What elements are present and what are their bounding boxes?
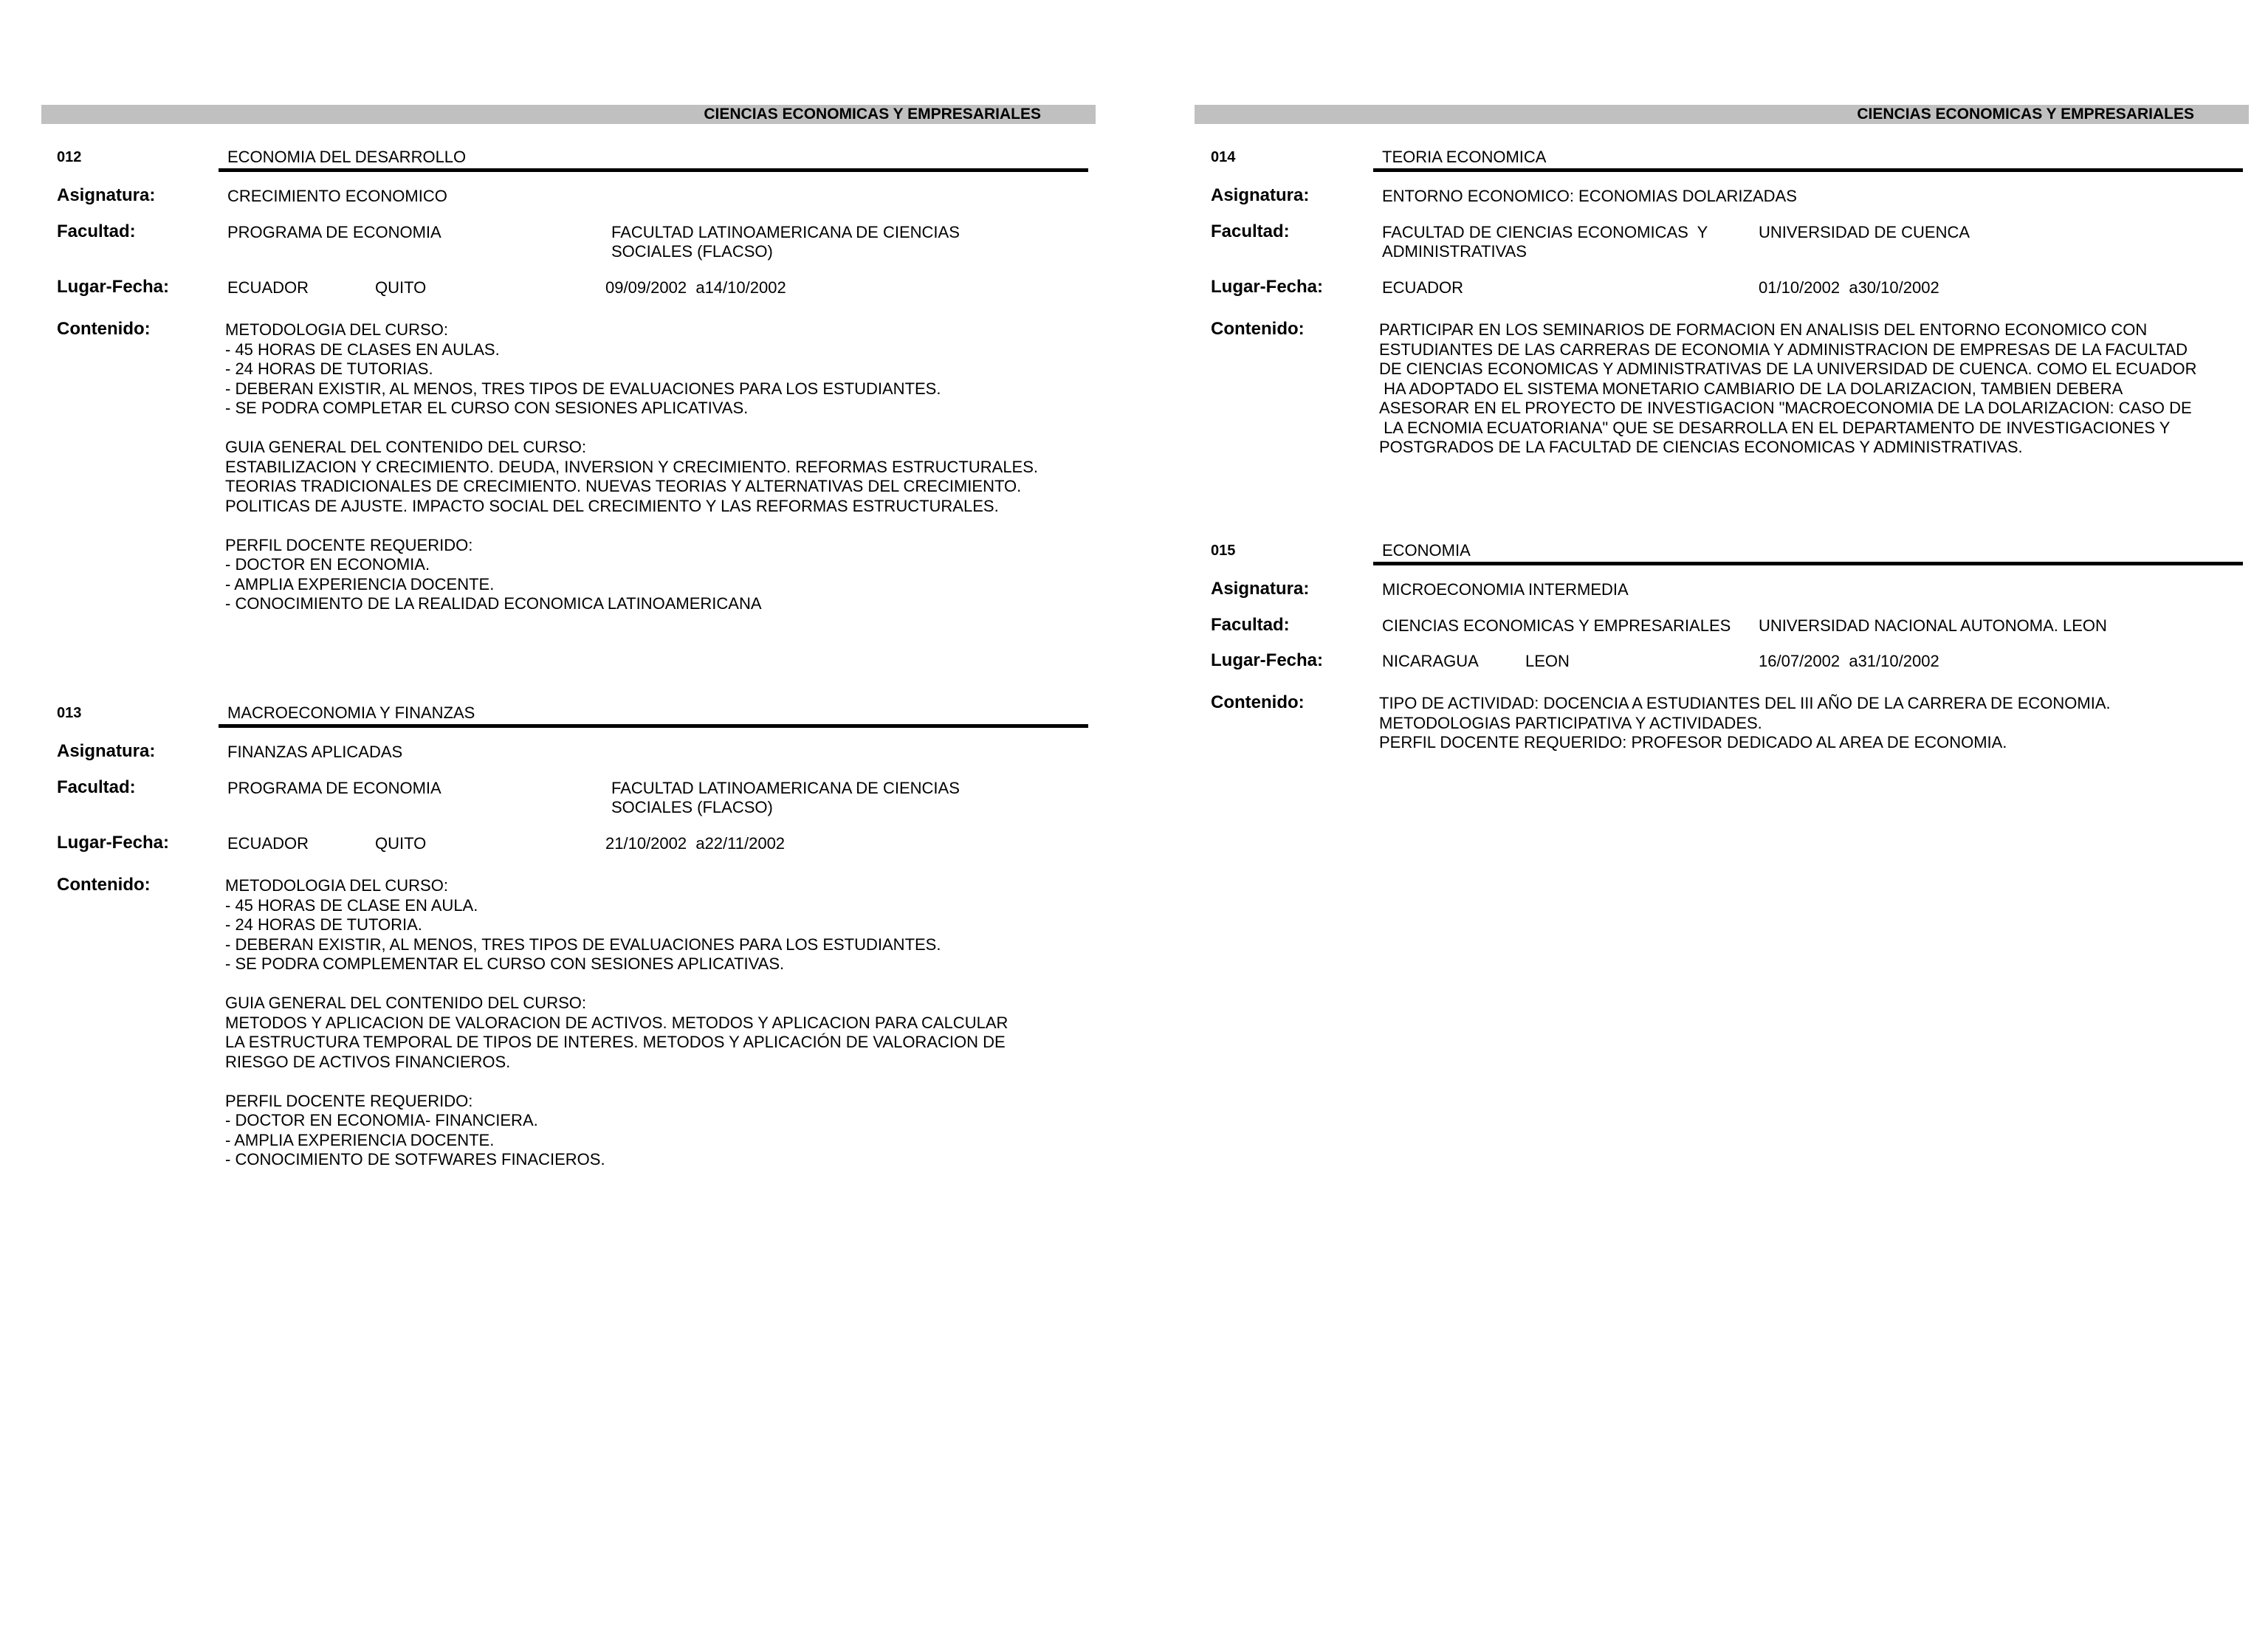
asignatura-label: Asignatura: <box>57 741 156 761</box>
fecha-value: 21/10/2002 a22/11/2002 <box>605 834 786 853</box>
pais-value: ECUADOR <box>227 834 309 853</box>
contenido-text: TIPO DE ACTIVIDAD: DOCENCIA A ESTUDIANTES DEL III AÑO DE LA CARRERA DE ECONOMIA. METODOLOGIAS PARTICIPATIVA Y ACTIVIDADES. PERFIL DOCENTE REQUERIDO: PROFESOR DEDICADO AL AREA DE ECONOMIA. <box>1379 694 2111 751</box>
entry-number: 015 <box>1211 543 1236 559</box>
contenido-label: Contenido: <box>1211 692 1305 712</box>
fecha-value: 01/10/2002 a30/10/2002 <box>1759 278 1939 297</box>
entry-number: 013 <box>57 705 82 721</box>
facultad-label: Facultad: <box>57 777 136 797</box>
fecha-value: 16/07/2002 a31/10/2002 <box>1759 652 1939 670</box>
contenido-label: Contenido: <box>57 875 151 895</box>
contenido-text: METODOLOGIA DEL CURSO: - 45 HORAS DE CLASE EN AULA. - 24 HORAS DE TUTORIA. - DEBERAN EXISTIR, AL MENOS, TRES TIPOS DE EVALUACIONES PARA LOS ESTUDIANTES. - SE PODRA COMPLEMENTAR EL CURSO CON SESIONES APLICATIVAS. GUIA GENERAL DEL CONTENIDO DEL CURSO: METODOS Y APLICACION DE VALORACION DE ACTIVOS. METODOS Y APLICACION PARA CALCULAR LA ESTRUCTURA TEMPORAL DE TIPOS DE INTERES. METODOS Y APLICACIÓN DE VALORACION DE RIESGO DE ACTIVOS FINANCIEROS. PERFIL DOCENTE REQUERIDO: - DOCTOR EN ECONOMIA- FINANCIERA. - AMPLIA EXPERIENCIA DOCENTE. - CONOCIMIENTO DE SOTFWARES FINACIEROS. <box>225 876 1008 1169</box>
title-rule <box>219 724 1088 728</box>
lugar-fecha-label: Lugar-Fecha: <box>1211 277 1324 297</box>
entry-number: 014 <box>1211 149 1236 165</box>
section-header: CIENCIAS ECONOMICAS Y EMPRESARIALES <box>1857 106 2194 123</box>
entry-number: 012 <box>57 149 82 165</box>
asignatura-value: MICROECONOMIA INTERMEDIA <box>1382 580 1629 599</box>
entry-title: MACROECONOMIA Y FINANZAS <box>227 703 475 722</box>
ciudad-value: QUITO <box>375 834 427 853</box>
contenido-text: METODOLOGIA DEL CURSO: - 45 HORAS DE CLASES EN AULAS. - 24 HORAS DE TUTORIAS. - DEBERAN EXISTIR, AL MENOS, TRES TIPOS DE EVALUACIONES PARA LOS ESTUDIANTES. - SE PODRA COMPLETAR EL CURSO CON SESIONES APLICATIVAS. GUIA GENERAL DEL CONTENIDO DEL CURSO: ESTABILIZACION Y CRECIMIENTO. DEUDA, INVERSION Y CRECIMIENTO. REFORMAS ESTRUCTURALES. TEORIAS TRADICIONALES DE CRECIMIENTO. NUEVAS TEORIAS Y ALTERNATIVAS DEL CRECIMIENTO. POLITICAS DE AJUSTE. IMPACTO SOCIAL DEL CRECIMIENTO Y LAS REFORMAS ESTRUCTURALES. PERFIL DOCENTE REQUERIDO: - DOCTOR EN ECONOMIA. - AMPLIA EXPERIENCIA DOCENTE. - CONOCIMIENTO DE LA REALIDAD ECONOMICA LATINOAMERICANA <box>225 320 1039 613</box>
facultad-label: Facultad: <box>57 221 136 241</box>
asignatura-label: Asignatura: <box>57 185 156 205</box>
pais-value: NICARAGUA <box>1382 652 1479 670</box>
facultad-value: PROGRAMA DE ECONOMIA <box>227 223 441 241</box>
asignatura-value: CRECIMIENTO ECONOMICO <box>227 187 447 205</box>
lugar-fecha-label: Lugar-Fecha: <box>57 833 170 853</box>
institucion-value: FACULTAD LATINOAMERICANA DE CIENCIAS SOCIALES (FLACSO) <box>611 223 960 261</box>
asignatura-value: FINANZAS APLICADAS <box>227 743 403 761</box>
right-column <box>1134 0 2268 1638</box>
facultad-label: Facultad: <box>1211 221 1290 241</box>
entry-title: TEORIA ECONOMICA <box>1382 148 1547 166</box>
contenido-label: Contenido: <box>57 319 151 339</box>
asignatura-label: Asignatura: <box>1211 579 1310 599</box>
section-header-bar <box>41 105 1096 124</box>
pais-value: ECUADOR <box>1382 278 1464 297</box>
lugar-fecha-label: Lugar-Fecha: <box>1211 650 1324 670</box>
facultad-value: CIENCIAS ECONOMICAS Y EMPRESARIALES <box>1382 616 1731 635</box>
facultad-label: Facultad: <box>1211 615 1290 635</box>
asignatura-value: ENTORNO ECONOMICO: ECONOMIAS DOLARIZADAS <box>1382 187 1797 205</box>
institucion-value: FACULTAD LATINOAMERICANA DE CIENCIAS SOCIALES (FLACSO) <box>611 779 960 816</box>
contenido-text: PARTICIPAR EN LOS SEMINARIOS DE FORMACION EN ANALISIS DEL ENTORNO ECONOMICO CON ESTUDIANTES DE LAS CARRERAS DE ECONOMIA Y ADMINISTRACION DE EMPRESAS DE LA FACULTAD DE CIENCIAS ECONOMICAS Y ADMINISTRATIVAS DE LA UNIVERSIDAD DE CUENCA. COMO EL ECUADOR HA ADOPTADO EL SISTEMA MONETARIO CAMBIARIO DE LA DOLARIZACION, TAMBIEN DEBERA ASESORAR EN EL PROYECTO DE INVESTIGACION "MACROECONOMIA DE LA DOLARIZACION: CASO DE LA ECNOMIA ECUATORIANA" QUE SE DESARROLLA EN EL DEPARTAMENTO DE INVESTIGACIONES Y POSTGRADOS DE LA FACULTAD DE CIENCIAS ECONOMICAS Y ADMINISTRATIVAS. <box>1379 320 2197 456</box>
institucion-value: UNIVERSIDAD DE CUENCA <box>1759 223 1970 241</box>
title-rule <box>1373 562 2243 565</box>
section-header: CIENCIAS ECONOMICAS Y EMPRESARIALES <box>704 106 1041 123</box>
facultad-value: FACULTAD DE CIENCIAS ECONOMICAS Y ADMINISTRATIVAS <box>1382 223 1708 261</box>
ciudad-value: QUITO <box>375 278 427 297</box>
lugar-fecha-label: Lugar-Fecha: <box>57 277 170 297</box>
pais-value: ECUADOR <box>227 278 309 297</box>
title-rule <box>219 168 1088 172</box>
entry-title: ECONOMIA <box>1382 541 1471 560</box>
entry-title: ECONOMIA DEL DESARROLLO <box>227 148 467 166</box>
contenido-label: Contenido: <box>1211 319 1305 339</box>
fecha-value: 09/09/2002 a14/10/2002 <box>605 278 786 297</box>
section-header-bar <box>1195 105 2249 124</box>
ciudad-value: LEON <box>1525 652 1570 670</box>
title-rule <box>1373 168 2243 172</box>
facultad-value: PROGRAMA DE ECONOMIA <box>227 779 441 797</box>
institucion-value: UNIVERSIDAD NACIONAL AUTONOMA. LEON <box>1759 616 2107 635</box>
asignatura-label: Asignatura: <box>1211 185 1310 205</box>
